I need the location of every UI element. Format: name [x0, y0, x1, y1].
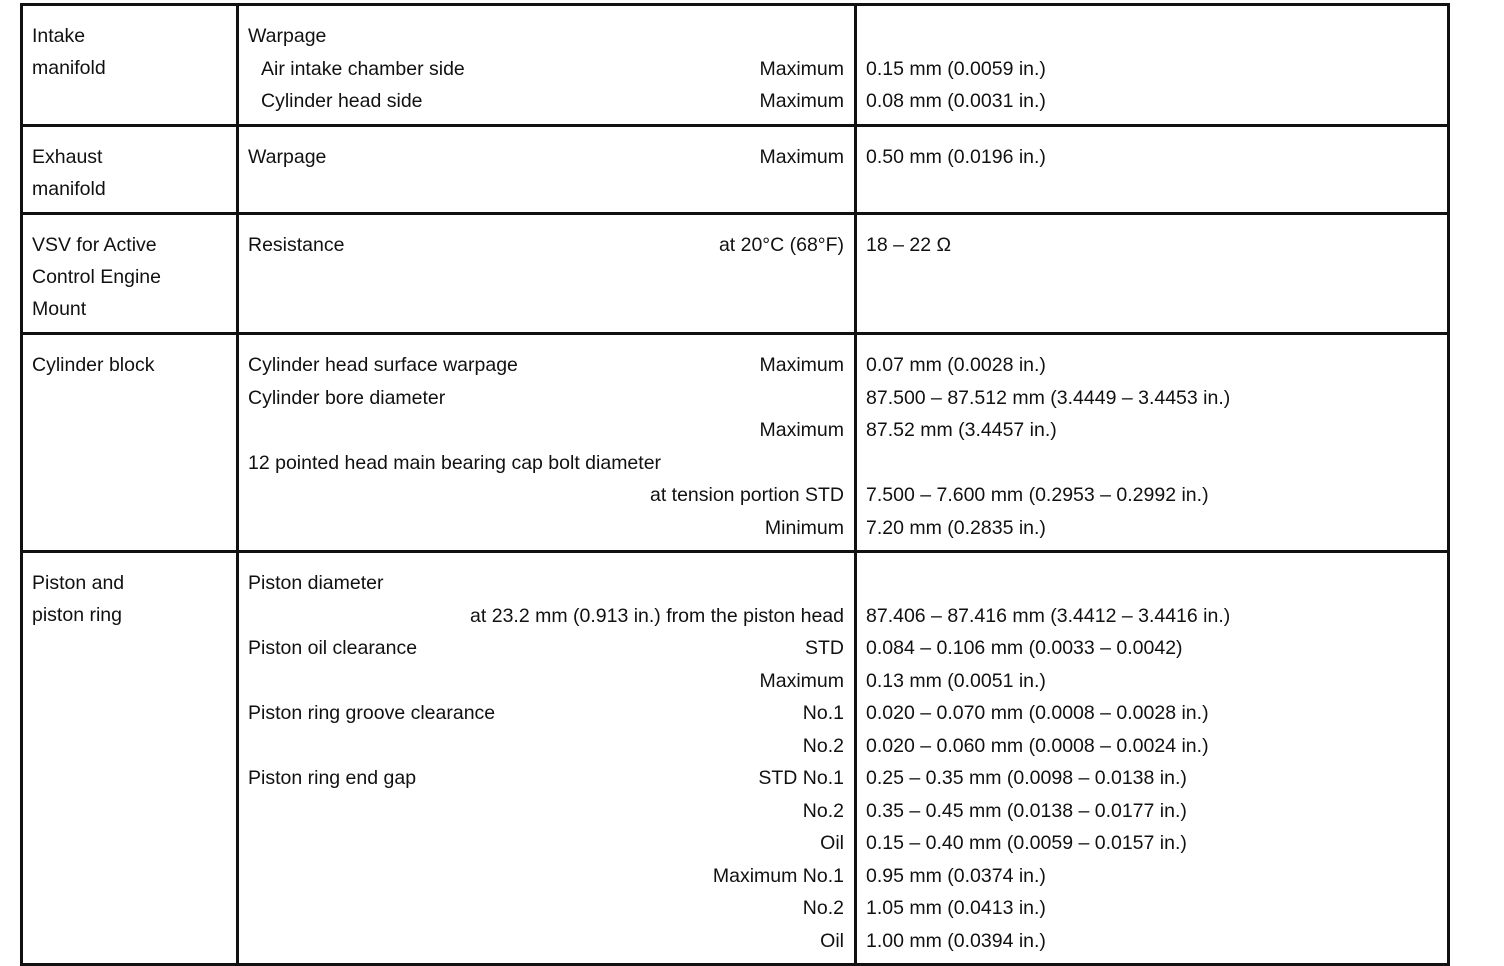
item-condition: STD No.1 — [758, 767, 844, 789]
item-line — [248, 173, 844, 206]
spec-value — [866, 294, 1447, 327]
spec-value — [866, 567, 1447, 600]
item-condition: at 20°C (68°F) — [718, 233, 844, 256]
item-label: Cylinder head surface warpage — [248, 354, 518, 376]
spec-value — [866, 173, 1447, 206]
value-cell — [856, 334, 1449, 552]
item-line — [248, 567, 844, 600]
item-line — [248, 349, 844, 382]
component-label: piston ring — [32, 604, 122, 626]
spec-value: 7.500 – 7.600 mm (0.2953 – 0.2992 in.) — [866, 484, 1209, 506]
item-label: Cylinder bore diameter — [248, 386, 446, 409]
item-line — [248, 795, 844, 828]
spec-value: 18 – 22 Ω — [866, 233, 952, 256]
component-cell — [22, 213, 238, 334]
item-condition: Maximum — [759, 57, 844, 80]
spec-value: 7.20 mm (0.2835 in.) — [866, 516, 1046, 539]
spec-value: 87.500 – 87.512 mm (3.4449 – 3.4453 in.) — [866, 386, 1231, 409]
item-cell — [238, 334, 856, 552]
specification-table — [20, 3, 1450, 966]
item-line — [248, 892, 844, 925]
value-cell — [856, 125, 1449, 213]
component-label: Control Engine — [32, 265, 161, 288]
spec-value — [866, 20, 1447, 53]
spec-value: 0.020 – 0.070 mm (0.0008 – 0.0028 in.) — [866, 702, 1209, 724]
item-condition: No.2 — [802, 734, 844, 757]
value-cell — [856, 5, 1449, 126]
item-label: Warpage — [248, 25, 327, 47]
item-condition: Maximum — [759, 354, 844, 376]
item-condition: No.1 — [802, 702, 844, 724]
spec-value: 0.020 – 0.060 mm (0.0008 – 0.0024 in.) — [866, 734, 1209, 757]
item-condition: Maximum — [759, 90, 844, 112]
spec-value: 0.08 mm (0.0031 in.) — [866, 90, 1046, 112]
item-line — [248, 414, 844, 447]
item-line — [248, 697, 844, 730]
item-line — [248, 925, 844, 958]
component-label: Cylinder block — [32, 354, 155, 376]
item-label: Warpage — [248, 145, 327, 168]
item-label: Piston ring end gap — [248, 767, 417, 789]
spec-value — [866, 447, 1447, 480]
item-line — [248, 632, 844, 665]
item-label: Piston ring groove clearance — [248, 702, 496, 724]
item-label: Air intake chamber side — [261, 57, 465, 80]
item-line — [248, 447, 844, 480]
table-row — [22, 5, 1449, 126]
spec-value — [866, 261, 1447, 294]
item-line — [248, 479, 844, 512]
spec-value: 0.35 – 0.45 mm (0.0138 – 0.0177 in.) — [866, 799, 1187, 822]
item-condition: Oil — [820, 929, 844, 952]
item-condition: Maximum No.1 — [712, 864, 844, 887]
component-label: manifold — [32, 177, 106, 200]
component-label: Exhaust — [32, 145, 103, 168]
spec-value: 87.52 mm (3.4457 in.) — [866, 419, 1057, 441]
item-condition: Maximum — [759, 145, 844, 168]
item-line — [248, 382, 844, 415]
item-line — [248, 730, 844, 763]
spec-value: 0.07 mm (0.0028 in.) — [866, 354, 1046, 376]
component-label: Piston and — [32, 572, 125, 594]
item-condition: Minimum — [764, 516, 844, 539]
spec-value: 0.95 mm (0.0374 in.) — [866, 864, 1046, 887]
spec-value: 0.25 – 0.35 mm (0.0098 – 0.0138 in.) — [866, 767, 1187, 789]
item-condition: at tension portion STD — [649, 484, 844, 506]
item-line — [248, 600, 844, 633]
item-label: 12 pointed head main bearing cap bolt diameter — [248, 451, 662, 474]
component-cell — [22, 552, 238, 965]
table-row — [22, 213, 1449, 334]
item-condition: No.2 — [802, 799, 844, 822]
spec-value: 0.15 – 0.40 mm (0.0059 – 0.0157 in.) — [866, 832, 1187, 854]
component-label: Intake — [32, 25, 86, 47]
table-row — [22, 125, 1449, 213]
item-line — [248, 53, 844, 86]
spec-value: 0.15 mm (0.0059 in.) — [866, 57, 1046, 80]
item-line — [248, 141, 844, 174]
value-cell — [856, 552, 1449, 965]
table-row — [22, 334, 1449, 552]
item-line — [248, 229, 844, 262]
component-cell — [22, 5, 238, 126]
item-condition: STD — [805, 637, 844, 659]
item-line — [248, 261, 844, 294]
item-line — [248, 762, 844, 795]
component-label: manifold — [32, 57, 106, 79]
spec-value: 0.084 – 0.106 mm (0.0033 – 0.0042) — [866, 637, 1183, 659]
spec-value: 0.13 mm (0.0051 in.) — [866, 669, 1046, 692]
item-line — [248, 20, 844, 53]
item-cell — [238, 552, 856, 965]
component-label: VSV for Active — [32, 233, 157, 256]
spec-value: 0.50 mm (0.0196 in.) — [866, 145, 1046, 168]
component-cell — [22, 125, 238, 213]
item-line — [248, 860, 844, 893]
item-condition: Maximum — [759, 419, 844, 441]
item-condition: Oil — [820, 832, 844, 854]
item-cell — [238, 125, 856, 213]
item-condition: at 23.2 mm (0.913 in.) from the piston head — [470, 604, 844, 627]
item-cell — [238, 213, 856, 334]
item-label: Resistance — [248, 233, 345, 256]
component-cell — [22, 334, 238, 552]
spec-value: 87.406 – 87.416 mm (3.4412 – 3.4416 in.) — [866, 604, 1231, 627]
item-line — [248, 294, 844, 327]
item-label: Cylinder head side — [261, 90, 423, 112]
spec-value: 1.05 mm (0.0413 in.) — [866, 897, 1046, 919]
item-condition: Maximum — [759, 669, 844, 692]
value-cell — [856, 213, 1449, 334]
item-condition: No.2 — [802, 897, 844, 919]
table-row — [22, 552, 1449, 965]
item-line — [248, 665, 844, 698]
spec-value: 1.00 mm (0.0394 in.) — [866, 929, 1046, 952]
item-line — [248, 85, 844, 118]
item-label: Piston oil clearance — [248, 637, 418, 659]
item-label: Piston diameter — [248, 572, 384, 594]
component-label: Mount — [32, 297, 87, 320]
item-cell — [238, 5, 856, 126]
item-line — [248, 827, 844, 860]
item-line — [248, 512, 844, 545]
